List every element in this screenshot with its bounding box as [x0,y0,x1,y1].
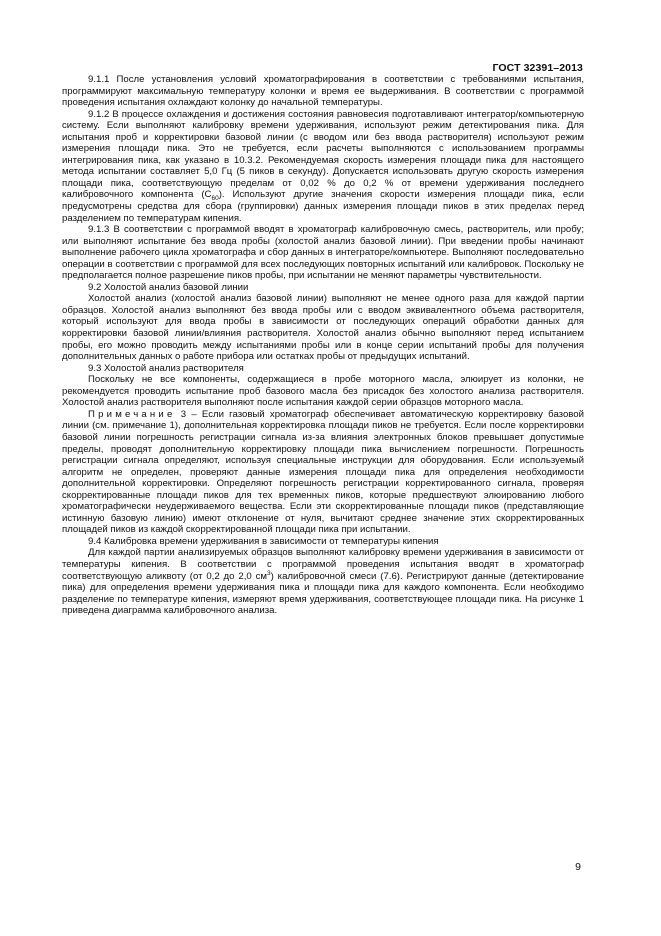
document-body [62,74,584,617]
note-3 [62,409,584,536]
paragraph-9-1-1: 9.1.1 После установления условий хроматографирования в соответствии с требованиями испытания, программируют максимальную температуру колонки и время ее выдерживания. В соответствии с программой проведения испытания охлаждают колонку до начальной температуры. [62,74,584,109]
paragraph-9-3: Поскольку не все компоненты, содержащиеся в пробе моторного масла, элюирует из колонки, не рекомендуется проводить испытание проб базового масла без присадок без холостого анализа растворителя. Холостой анализ растворителя выполняют после испытания каждой серии образцов моторного масла. [62,374,584,409]
paragraph-9-1-2-part-a: 9.1.2 В процессе охлаждения и достижения состояния равновесия подготавливают интегратор/компьютерную систему. Если выполняют калибровку времени удерживания, используют режим детектирования пика. Для испытания проб и корректировки базовой линии (с вводом или без ввода растворителя) используют режим измерения площади пика. Это не требуется, если расчеты выполняются с использованием программы интегрирования пика, как указано в 10.3.2. Рекомендуемая скорость измерения площади пика для настоящего метода испытании составляет 5,0 Гц (5 пиков в секунду). Допускается использовать другую скорость измерения площади пика, соответствующую пределам от 0,02 % до 0,2 % от времени удерживания последнего калибровочного компонента (С [62,108,584,201]
paragraph-9-1-3: 9.1.3 В соответствии с программой вводят в хроматограф калибровочную смесь, растворитель, или пробу; или выполняют испытание без ввода пробы (холостой анализ базовой линии). При введении пробы начинают выполнение рабочего цикла хроматографа и сбор данных в интеграторе/компьютере. Выполняют последовательно операции в соответствии с программой для всех последующих повторных испытаний или калибровок. Поскольку не предполагается полное разрешение пиков пробы, при испытании не меняют параметры чувствительности. [62,224,584,282]
paragraph-9-4-part-b: ) калибровочной смеси (7.6). Регистрируют данные (детектирование пика) для определения времени удерживания пика и площади пика для каждого компонента. Если необходимо разделение по температуре кипения, измеряют время удерживания, соответствующее площади пика. На рисунке 1 приведена диаграмма калибровочного анализа. [62,570,584,617]
note-3-text: 3 – Если газовый хроматограф обеспечивает автоматическую корректировку базовой линии (см. примечание 1), дополнительная корректировка площади пиков не требуется. Если после корректировки базовой линии погрешность регистрации сигнала из-за влияния электронных блоков превышает допустимые пределы, проводят дополнительную корректировку площади пика вычислением погрешности. Погрешность регистрации сигнала определяют, используя специальные инструкции для оборудования. Если используемый алгоритм не определен, проверяют данные измерения площади пика для определения необходимости дополнительной корректировки. Определяют погрешность регистрации корректированного сигнала, проверяя скорректированные площади пиков для тех временных пиков, которые предшествуют элюированию любого хроматографически неудерживаемого вещества. Если эти скорректированные площади пиков (представляющие истинную базовую линию) имеют отклонение от нуля, вычитают среднее значение этих скорректированных площадей пиков из каждой скорректированной площади пика при испытании. [62,408,584,536]
document-standard-number: ГОСТ 32391–2013 [492,62,583,74]
note-label: Примечание [88,408,176,420]
paragraph-9-4 [62,547,584,616]
section-heading-9-3: 9.3 Холостой анализ растворителя [88,362,244,374]
paragraph-9-2: Холостой анализ (холостой анализ базовой линии) выполняют не менее одного раза для каждой партии образцов. Холостой анализ выполняют без ввода пробы или с вводом эквивалентного объема растворителя, который используют для ввода пробы в зависимости от последующих операций обработки данных для корректировки базовой линии/влияния растворителя. Холостой анализ обычно выполняют перед испытанием пробы, его можно проводить между испытаниями пробы или в конце серии испытаний пробы для получения дополнительных данных о работе прибора или остатках пробы от предыдущих испытаний. [62,293,584,363]
superscript-cm3: 3 [266,569,271,577]
paragraph-9-1-2-part-b: ). Используют другие значения скорости измерения площади пика, если предусмотрены средства для сбора (группировки) данных измерения площади пиков в этих пределах перед разделением по температурам кипения. [62,189,584,224]
section-heading-9-2: 9.2 Холостой анализ базовой линии [88,281,249,293]
page-number: 9 [575,861,581,873]
paragraph-9-4-part-a: Для каждой партии анализируемых образцов выполняют калибровку времени удерживания в зависимости от температуры кипения. В соответствии с программой проведения испытания вводят в хроматограф соответствующую аликвоту (от 0,2 до 2,0 см [62,547,584,582]
paragraph-9-1-2 [62,109,584,224]
subscript-c60: 60 [211,195,219,203]
section-heading-9-4: 9.4 Калибровка времени удерживания в зависимости от температуры кипения [88,535,439,547]
